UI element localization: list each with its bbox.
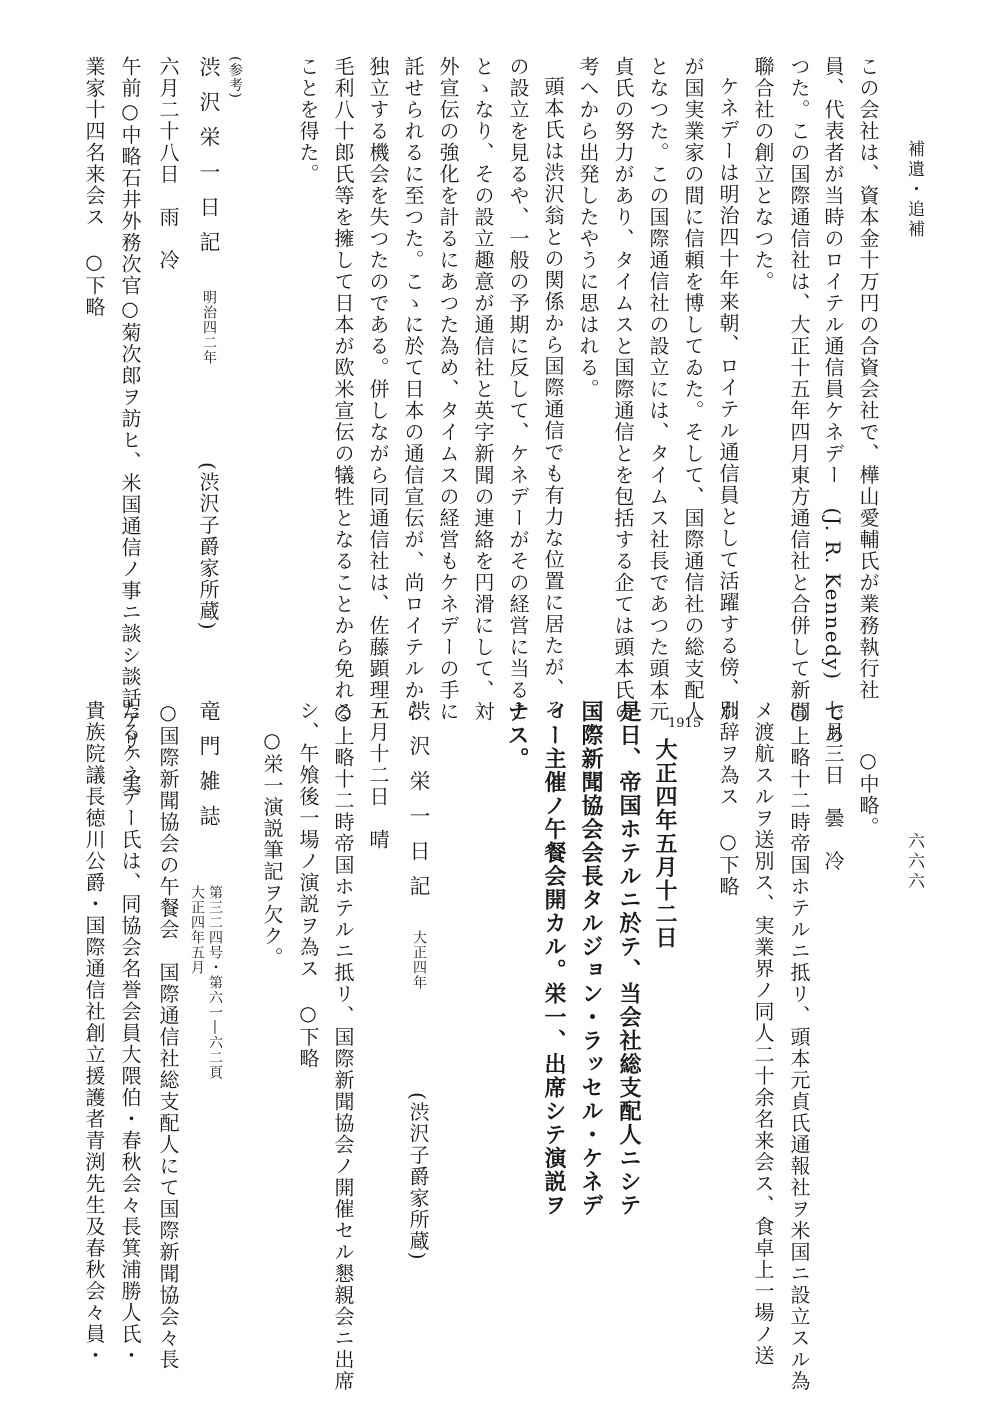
entry-line: メ渡航スルヲ送別ス、実業界ノ同人二十余名来会ス、食卓上一場ノ送 bbox=[751, 700, 775, 1367]
diary-title: 渋沢栄一日記 bbox=[197, 56, 221, 266]
text-line: 頭本氏は渋沢翁との関係から国際通信でも有力な位置に居たが、そ bbox=[541, 76, 565, 721]
omission-note: ○中略。 bbox=[856, 748, 880, 838]
event-line: ィー主催ノ午餐会開カル。栄一、出席シテ演説ヲ bbox=[541, 700, 567, 1217]
magazine-title: 竜門雑誌 bbox=[197, 700, 221, 840]
text-line: たるケネデー氏は、同協会名誉会員大隈伯・春秋会々長箕浦勝人氏・ bbox=[118, 700, 142, 1367]
text-line: の設立を見るや、一般の予期に反して、ケネデーがその経営に当るこ bbox=[506, 56, 530, 723]
diary-title: 渋沢栄一日記 bbox=[407, 700, 431, 910]
text-line: ことを得た。 bbox=[296, 56, 320, 185]
diary-source: (渋沢子爵家所蔵) bbox=[406, 1092, 430, 1262]
entry-line: 午前○中略石井外務次官○菊次郎ヲ訪ヒ、米国通信ノ事ニ談シ談話アリ、実 bbox=[118, 56, 142, 795]
magazine-issue: 第三二四号・第六一―六二頁 bbox=[207, 885, 223, 1080]
entry-line: シ、午飧後一場ノ演説ヲ為ス ○下略 bbox=[296, 700, 320, 1070]
diary-year: 大正四年 bbox=[411, 930, 427, 990]
text-line: 外宣伝の強化を計るにあつた為め、タイムスの経営もケネデーの手に bbox=[436, 56, 460, 723]
text-line: とゝなり、その設立趣意が通信社と英字新聞の連絡を円滑にして、対 bbox=[471, 56, 495, 723]
page-number: 六六六 bbox=[904, 832, 924, 892]
entry-line: 業家十四名来会ス ○下略 bbox=[82, 56, 106, 318]
text-line: が国実業家の間に信頼を博してゐた。そして、国際通信社の総支配人 bbox=[681, 56, 705, 723]
entry-line: ○上略十二時帝国ホテルニ抵リ、頭本元貞氏通報社ヲ米国ニ設立スル為 bbox=[787, 700, 811, 1392]
entry-line: ○上略十二時帝国ホテルニ抵リ、国際新聞協会ノ開催セル懇親会ニ出席 bbox=[331, 700, 355, 1392]
entry-date: 五月十二日 晴 bbox=[366, 700, 390, 851]
magazine-date: 大正四年五月 bbox=[189, 885, 205, 975]
text-line: 貴族院議長徳川公爵・国際通信社創立援護者青渕先生及春秋会々員・ bbox=[82, 700, 106, 1367]
text-line: となつた。この国際通信社の設立には、タイムス社長であつた頭本元 bbox=[646, 56, 670, 723]
western-year: 1915 bbox=[668, 716, 702, 731]
event-line: 国際新聞協会会長タルジョン・ラッセル・ケネデ bbox=[578, 700, 604, 1217]
entry-line: 別辞ヲ為ス ○下略 bbox=[716, 700, 740, 898]
omission-note: ○栄一演説筆記ヲ欠ク。 bbox=[260, 728, 284, 969]
diary-source: (渋沢子爵家所蔵) bbox=[196, 462, 220, 632]
reference-label: (参考) bbox=[227, 56, 243, 99]
text-line: 託せられるに至つた。こゝに於て日本の通信宣伝が、尚ロイテルから bbox=[401, 56, 425, 723]
event-date: 大正四年五月十二日 bbox=[652, 738, 678, 950]
text-line: 聯合社の創立となつた。 bbox=[751, 56, 775, 293]
text-line: 毛利八十郎氏等を擁して日本が欧米宣伝の犠牲となることから免れる bbox=[331, 56, 355, 723]
text-line: 貞氏の努力があり、タイムスと国際通信とを包括する企ては頭本氏の bbox=[611, 56, 635, 723]
event-line: ナス。 bbox=[504, 700, 530, 771]
text-line: つた。この国際通信社は、大正十五年四月東方通信社と合併して新聞 bbox=[787, 56, 811, 723]
event-line: 是日、帝国ホテルニ於テ、当会社総支配人ニシテ bbox=[616, 700, 642, 1217]
running-title: 補遺・追補 bbox=[904, 140, 924, 240]
entry-date: 六月二十八日 雨 冷 bbox=[156, 56, 180, 271]
diary-year: 明治四二年 bbox=[201, 290, 217, 365]
text-line: 員、代表者が当時のロイテル通信員ケネデー (J. R. Kennedy) であ bbox=[821, 56, 845, 745]
text-line: 考へから出発したやうに思はれる。 bbox=[576, 56, 600, 400]
text-line: この会社は、資本金十万円の合資会社で、樺山愛輔氏が業務執行社 bbox=[856, 56, 880, 701]
text-line: ケネデーは明治四十年来朝、ロイテル通信員として活躍する傍、わ bbox=[716, 76, 740, 721]
text-line: 独立する機会を失つたのである。併しながら同通信社は、佐藤顕理・ bbox=[366, 56, 390, 723]
text-line: ○国際新聞協会の午餐会 国際通信社総支配人にて国際新聞協会々長 bbox=[156, 700, 180, 1371]
entry-date: 七月三日 曇 冷 bbox=[821, 700, 845, 872]
